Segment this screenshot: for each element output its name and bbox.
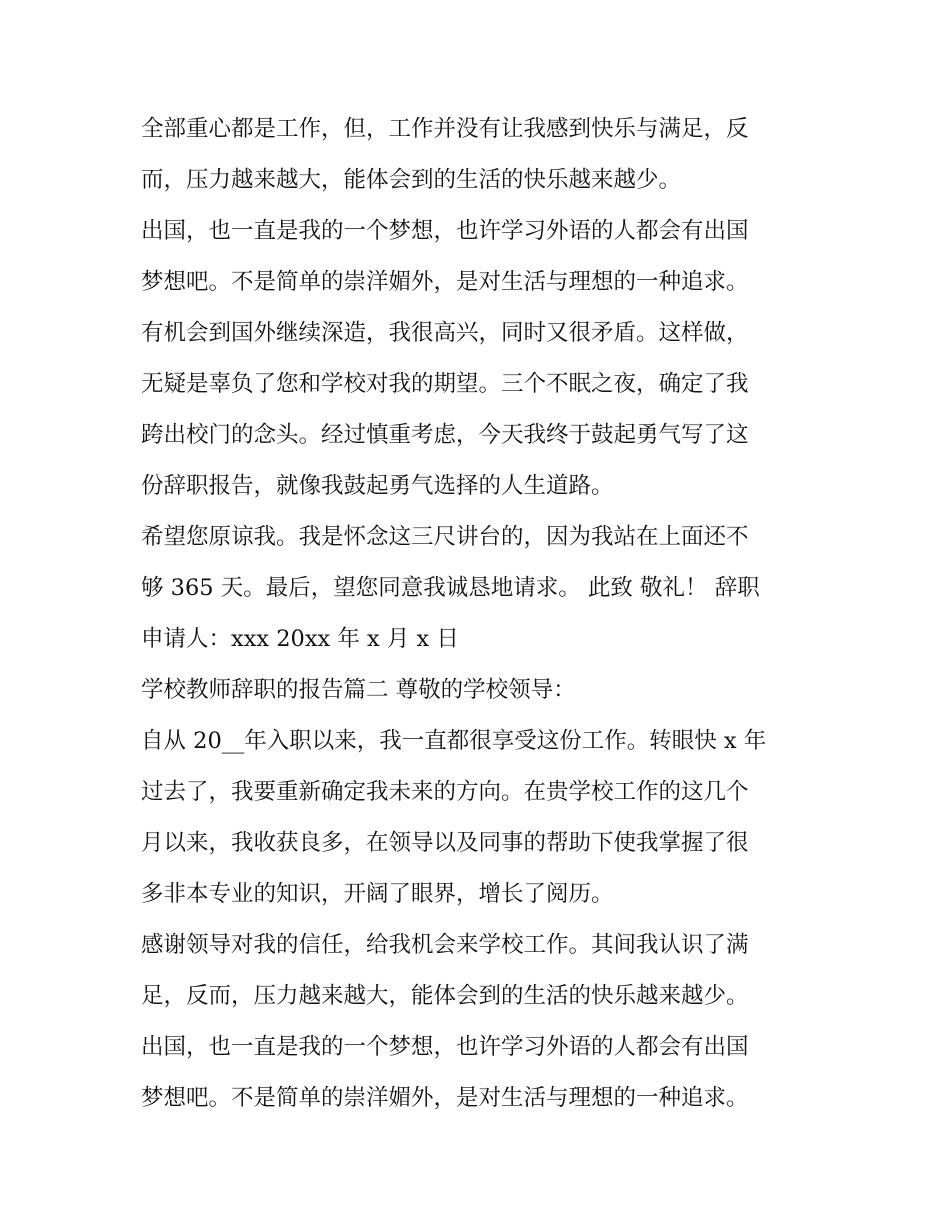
text-line: 出国，也一直是我的一个梦想，也许学习外语的人都会有出国 xyxy=(141,1034,749,1060)
text-line: 出国，也一直是我的一个梦想，也许学习外语的人都会有出国 xyxy=(141,218,749,244)
text-line: 多非本专业的知识，开阔了眼界，增长了阅历。 xyxy=(141,881,614,907)
text-line: 足，反而，压力越来越大，能体会到的生活的快乐越来越少。 xyxy=(141,983,749,1009)
text-line: 全部重心都是工作，但，工作并没有让我感到快乐与满足，反 xyxy=(141,116,749,142)
body-text xyxy=(141,104,821,1124)
text-line: 感谢领导对我的信任，给我机会来学校工作。其间我认识了满 xyxy=(141,932,749,958)
text-line: 梦想吧。不是简单的崇洋媚外，是对生活与理想的一种追求。 xyxy=(141,269,749,295)
text-line: 有机会到国外继续深造，我很高兴，同时又很矛盾。这样做， xyxy=(141,320,749,346)
text-line: 无疑是辜负了您和学校对我的期望。三个不眠之夜，确定了我 xyxy=(141,371,749,397)
text-line: 份辞职报告，就像我鼓起勇气选择的人生道路。 xyxy=(141,473,614,499)
text-line: 希望您原谅我。我是怀念这三尺讲台的，因为我站在上面还不 xyxy=(141,524,749,550)
text-line: 梦想吧。不是简单的崇洋媚外，是对生活与理想的一种追求。 xyxy=(141,1085,749,1111)
text-line: 过去了，我要重新确定我未来的方向。在贵学校工作的这几个 xyxy=(141,779,749,805)
section-heading: 学校教师辞职的报告篇二 尊敬的学校领导： xyxy=(141,677,576,703)
text-line: 跨出校门的念头。经过慎重考虑，今天我终于鼓起勇气写了这 xyxy=(141,422,749,448)
text-line: 月以来，我收获良多，在领导以及同事的帮助下使我掌握了很 xyxy=(141,830,749,856)
text-line: 够 365 天。最后，望您同意我诚恳地请求。 此致 敬礼！ 辞职 xyxy=(141,575,760,601)
text-line: 而，压力越来越大，能体会到的生活的快乐越来越少。 xyxy=(141,167,682,193)
text-line: 申请人：xxx 20xx 年 x 月 x 日 xyxy=(141,626,459,652)
text-line: 自从 20__年入职以来，我一直都很享受这份工作。转眼快 x 年 xyxy=(141,728,767,754)
